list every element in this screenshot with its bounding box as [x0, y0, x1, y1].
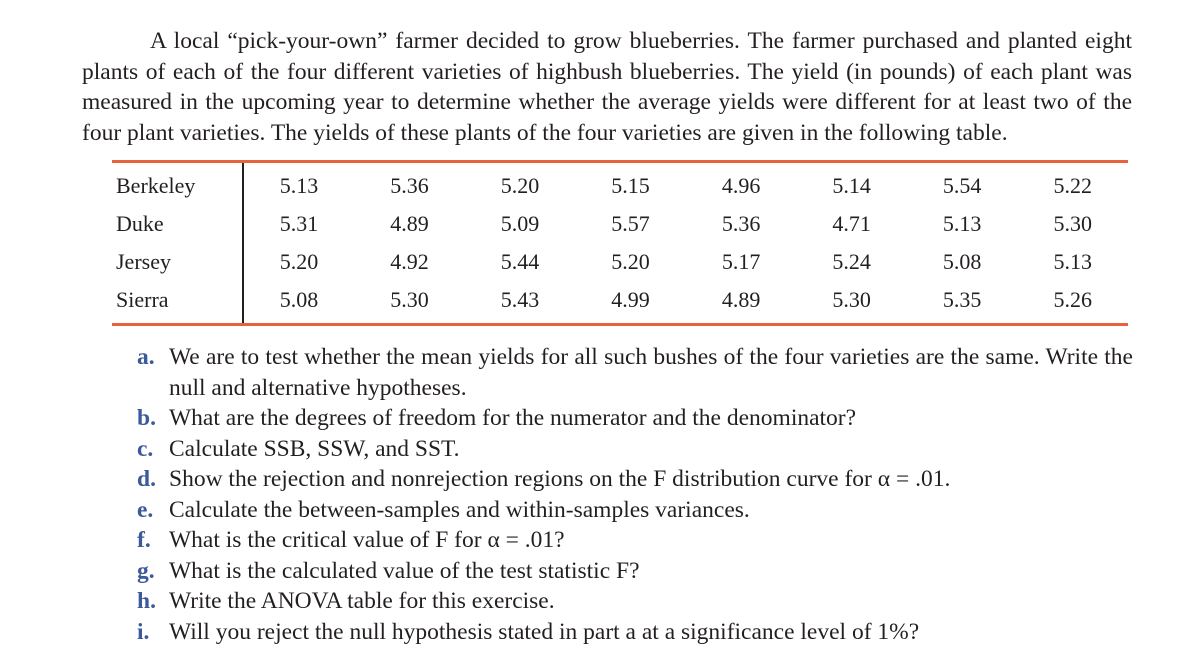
question-letter: e. [137, 496, 154, 523]
table-cell: 5.15 [575, 162, 686, 206]
table-cell: 5.36 [721, 211, 761, 236]
question-letter: a. [137, 344, 155, 370]
yield-table [112, 160, 1128, 326]
question-item [137, 586, 1133, 617]
table-cell: 5.30 [796, 281, 907, 325]
question-item [137, 617, 1133, 648]
table-cell: 5.43 [465, 281, 576, 325]
table-cell: 5.08 [942, 249, 982, 274]
question-text: Will you reject the null hypothesis stated in part a at a significance level of 1%? [169, 618, 920, 645]
table-row [112, 281, 1128, 325]
table-cell: 5.30 [354, 281, 465, 325]
question-text: We are to test whether the mean yields for all such bushes of the four varieties are the same. Write the null and alternative hypotheses. [169, 344, 1133, 401]
row-label: Berkeley [112, 162, 243, 206]
question-text: Show the rejection and nonrejection regions on the F distribution curve for α = .01. [169, 466, 951, 492]
question-letter: b. [137, 405, 156, 431]
table-cell: 5.13 [243, 162, 355, 206]
question-item [137, 403, 1133, 434]
table-cell: 5.14 [796, 162, 907, 206]
table-cell: 5.20 [611, 249, 650, 274]
table-cell: 5.13 [1053, 249, 1092, 274]
question-item [137, 434, 1133, 465]
table-cell: 5.08 [243, 281, 355, 325]
table-cell: 5.44 [500, 249, 540, 274]
question-text: What are the degrees of freedom for the numerator and the denominator? [169, 405, 857, 431]
question-text: What is the calculated value of the test statistic F? [169, 557, 640, 584]
table-cell: 4.92 [390, 249, 429, 274]
table-cell: 5.24 [832, 249, 871, 274]
table-row [112, 162, 1128, 206]
table-cell: 4.96 [686, 162, 797, 206]
table-row [112, 243, 1128, 281]
row-label: Sierra [112, 281, 243, 325]
question-item [137, 495, 1133, 526]
question-text: Calculate the between-samples and within-samples variances. [169, 496, 750, 523]
table-cell: 5.26 [1017, 281, 1128, 325]
question-item [137, 464, 1133, 495]
table-cell: 5.09 [500, 211, 540, 236]
table-cell: 5.57 [611, 211, 650, 236]
table-cell: 4.89 [686, 281, 797, 325]
question-text: What is the critical value of F for α = .01? [169, 527, 565, 553]
question-item [137, 342, 1133, 403]
table-cell: 5.20 [465, 162, 576, 206]
question-letter: c. [137, 435, 154, 462]
row-label: Jersey [112, 243, 243, 281]
question-text: Write the ANOVA table for this exercise. [169, 588, 555, 614]
question-list [137, 342, 1133, 647]
table-cell: 5.22 [1017, 162, 1128, 206]
intro-paragraph: A local “pick-your-own” farmer decided to grow blueberries. The farmer purchased and planted eight plants of each of the four different varieties of highbush blueberries. The yield (in pounds) of each plant was measured in the upcoming year to determine whether the average yields were different for at least two of the four plant varieties. The yields of these plants of the four varieties are given in the following table. [82, 28, 1132, 146]
table-cell: 5.30 [1053, 211, 1092, 236]
question-item [137, 525, 1133, 556]
table-cell: 5.13 [942, 211, 982, 236]
question-letter: h. [137, 588, 156, 614]
table-cell: 4.71 [832, 211, 871, 236]
table-cell: 5.20 [279, 249, 319, 274]
table-cell: 4.89 [390, 211, 429, 236]
table-row [112, 205, 1128, 243]
question-letter: d. [137, 466, 156, 492]
question-letter: g. [137, 557, 155, 584]
question-item [137, 556, 1133, 587]
table-cell: 5.36 [354, 162, 465, 206]
table-cell: 5.54 [907, 162, 1018, 206]
question-text: Calculate SSB, SSW, and SST. [169, 435, 460, 462]
row-label: Duke [112, 205, 243, 243]
question-letter: i. [137, 618, 150, 645]
table-cell: 5.17 [721, 249, 761, 274]
table-cell: 4.99 [575, 281, 686, 325]
question-letter: f. [137, 527, 151, 553]
table-cell: 5.35 [907, 281, 1018, 325]
table-cell: 5.31 [279, 211, 319, 236]
